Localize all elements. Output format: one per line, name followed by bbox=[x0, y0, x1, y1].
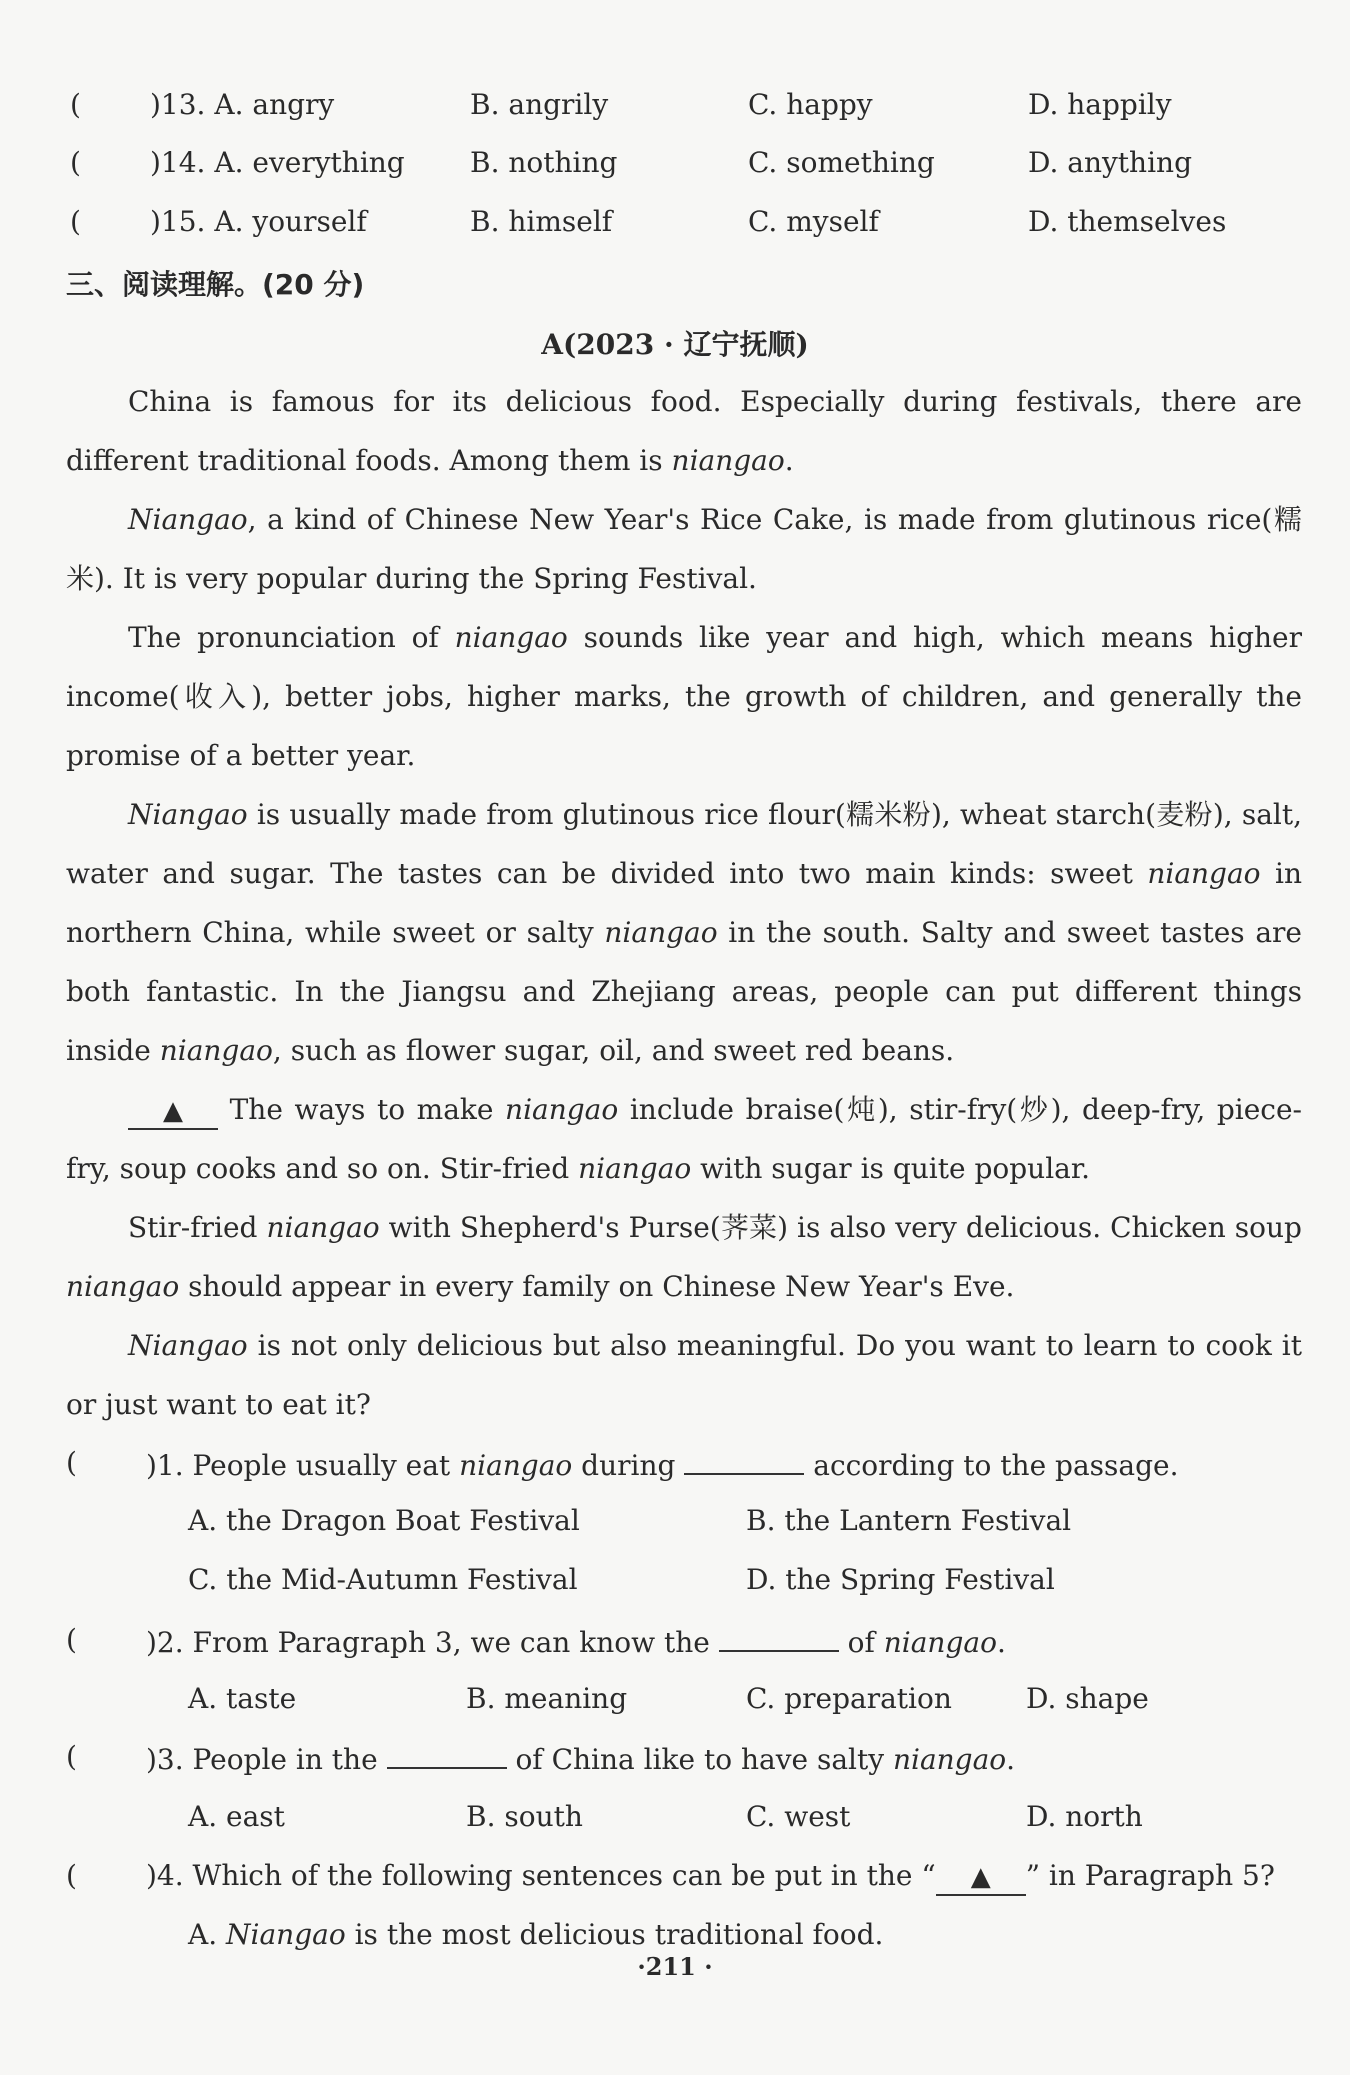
answer-paren[interactable]: ( bbox=[66, 1859, 77, 1892]
paragraph-5: ▲ The ways to make niangao include braise(炖), stir-fry(炒), deep-fry, piece-fry, soup cooks and so on. Stir-fried niangao with sugar is quite popular. bbox=[66, 1093, 1302, 1185]
section-title: 三、阅读理解。(20 分) bbox=[66, 268, 365, 301]
paragraph-7: Niangao is not only delicious but also meaningful. Do you want to learn to cook it or just want to eat it? bbox=[66, 1329, 1302, 1421]
triangle-blank: ▲ bbox=[128, 1094, 218, 1130]
option-c: C. something bbox=[748, 146, 935, 179]
option-b[interactable]: B. south bbox=[466, 1800, 583, 1833]
answer-paren[interactable]: ( bbox=[70, 88, 81, 121]
option-d: D. happily bbox=[1028, 88, 1172, 121]
option-b: B. angrily bbox=[470, 88, 609, 121]
paragraph-3: The pronunciation of niangao sounds like year and high, which means higher income(收入), better jobs, higher marks, the growth of children, and generally the promise of a better year. bbox=[66, 621, 1302, 772]
answer-paren[interactable]: ( bbox=[70, 146, 81, 179]
option-b[interactable]: B. the Lantern Festival bbox=[746, 1504, 1072, 1537]
paragraph-1: China is famous for its delicious food. Especially during festivals, there are different traditional foods. Among them is niangao. bbox=[66, 385, 1302, 477]
answer-paren[interactable]: ( bbox=[66, 1740, 77, 1773]
option-a: )13. A. angry bbox=[150, 88, 335, 121]
option-a[interactable]: A. taste bbox=[188, 1682, 297, 1715]
question-stem: )1. People usually eat niangao during according to the passage. bbox=[146, 1443, 1179, 1486]
answer-paren[interactable]: ( bbox=[66, 1623, 77, 1656]
answer-blank[interactable] bbox=[684, 1443, 804, 1475]
option-a: )15. A. yourself bbox=[150, 205, 367, 238]
option-c: C. myself bbox=[748, 205, 879, 238]
option-a[interactable]: A. Niangao is the most delicious traditional food. bbox=[188, 1918, 884, 1951]
answer-paren[interactable]: ( bbox=[66, 1446, 77, 1479]
option-d[interactable]: D. shape bbox=[1026, 1682, 1149, 1715]
question-stem: )2. From Paragraph 3, we can know the of niangao. bbox=[146, 1620, 1006, 1663]
answer-blank[interactable] bbox=[387, 1737, 507, 1769]
option-a[interactable]: A. the Dragon Boat Festival bbox=[188, 1504, 580, 1537]
option-d: D. themselves bbox=[1028, 205, 1227, 238]
question-stem: )4. Which of the following sentences can be put in the “ ▲ ” in Paragraph 5? bbox=[146, 1856, 1275, 1896]
option-b: B. himself bbox=[470, 205, 613, 238]
option-b: B. nothing bbox=[470, 146, 618, 179]
option-c[interactable]: C. west bbox=[746, 1800, 851, 1833]
question-stem: )3. People in the of China like to have salty niangao. bbox=[146, 1737, 1015, 1780]
option-b[interactable]: B. meaning bbox=[466, 1682, 628, 1715]
paragraph-6: Stir-fried niangao with Shepherd's Purse(荠菜) is also very delicious. Chicken soup niangao should appear in every family on Chinese New Year's Eve. bbox=[66, 1211, 1302, 1303]
option-d[interactable]: D. the Spring Festival bbox=[746, 1563, 1055, 1596]
paragraph-2: Niangao, a kind of Chinese New Year's Rice Cake, is made from glutinous rice(糯米). It is very popular during the Spring Festival. bbox=[66, 503, 1302, 595]
option-d[interactable]: D. north bbox=[1026, 1800, 1143, 1833]
option-c[interactable]: C. preparation bbox=[746, 1682, 952, 1715]
option-c[interactable]: C. the Mid-Autumn Festival bbox=[188, 1563, 578, 1596]
page-number: ·211 · bbox=[637, 1952, 713, 1981]
passage-title: A(2023 · 辽宁抚顺) bbox=[541, 328, 809, 361]
paragraph-4: Niangao is usually made from glutinous rice flour(糯米粉), wheat starch(麦粉), salt, water and sugar. The tastes can be divided into two main kinds: sweet niangao in northern China, while sweet or salty niangao in the south. Salty and sweet tastes are both fantastic. In the Jiangsu and Zhejiang areas, people can put different things inside niangao, such as flower sugar, oil, and sweet red beans. bbox=[66, 798, 1302, 1067]
answer-blank[interactable] bbox=[719, 1620, 839, 1652]
option-d: D. anything bbox=[1028, 146, 1192, 179]
option-a[interactable]: A. east bbox=[188, 1800, 285, 1833]
answer-paren[interactable]: ( bbox=[70, 205, 81, 238]
option-a: )14. A. everything bbox=[150, 146, 405, 179]
option-c: C. happy bbox=[748, 88, 873, 121]
triangle-blank: ▲ bbox=[936, 1860, 1026, 1896]
